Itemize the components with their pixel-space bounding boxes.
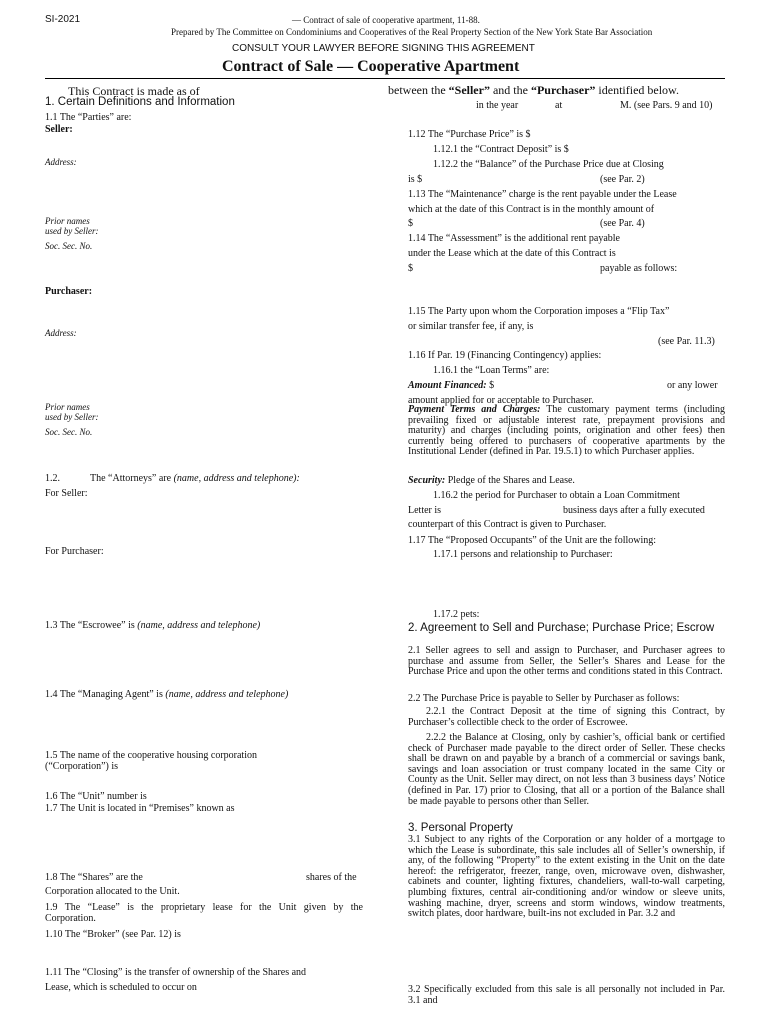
purchase-price-line: 1.12 The “Purchase Price” is $ [408, 129, 531, 140]
loan-terms-line: 1.16.1 the “Loan Terms” are: [433, 365, 550, 376]
para-2-2-2: 2.2.2 the Balance at Closing, only by cashier’s, official bank or certified check of Purchaser made payable to the direct order of Seller. These checks shall be drawn on and payable by a branch of a commercial or savings bank, savings and loan association or trust company located in the same City or County as the Unit. Seller may direct, on not less than 3 business days’ Notice (defined in Par. 17) prior to Closing, that all or a portion of the Balance shall be made payable to persons other than Seller. [408, 732, 725, 807]
maintenance-line-a: 1.13 The “Maintenance” charge is the rent payable under the Lease [408, 189, 677, 200]
at-label: at [555, 100, 563, 111]
flip-tax-line-a: 1.15 The Party upon whom the Corporation imposes a “Flip Tax” [408, 306, 670, 317]
seller-soc-sec: Soc. Sec. No. [45, 241, 93, 251]
unit-number-line: 1.6 The “Unit” number is [45, 791, 147, 802]
assessment-dollar: $ [408, 263, 413, 274]
flip-tax-line-b: or similar transfer fee, if any, is [408, 321, 534, 332]
para-3-1: 3.1 Subject to any rights of the Corporation or any holder of a mortgage to which the Lease is subordinate, this sale includes all of Seller’s ownership, if any, of the following “Property” to the extent existing in the Unit on the date hereof: the refrigerator, freezer, range, oven, microwave oven, dishwasher, cabinets and counter, lighting fixtures, chandeliers, wall-to-wall carpeting, plumbing fixtures, central air-conditioning and/or window or sleeve units, washing machine, dryer, screens and storm windows, window treatments, switch plates, door hardware, built-ins not excluded in Par. 3.2 and [408, 834, 725, 920]
shares-line-b: shares of the [306, 872, 357, 883]
escrowee-line: 1.3 The “Escrowee” is (name, address and telephone) [45, 620, 261, 631]
pets-line: 1.17.2 pets: [433, 609, 480, 620]
intro-left: This Contract is made as of [68, 84, 200, 98]
persons-line: 1.17.1 persons and relationship to Purchaser: [433, 549, 613, 560]
broker-line: 1.10 The “Broker” (see Par. 12) is [45, 929, 181, 940]
section-2-heading: 2. Agreement to Sell and Purchase; Purchase Price; Escrow [408, 622, 715, 634]
para-2-1: 2.1 Seller agrees to sell and assign to Purchaser, and Purchaser agrees to purchase and assume from Seller, the Seller’s Shares and Lease for the Purchase Price and upon the other terms and conditions stated in this Contract. [408, 645, 725, 678]
financing-line: 1.16 If Par. 19 (Financing Contingency) applies: [408, 350, 602, 361]
proposed-occupants-line: 1.17 The “Proposed Occupants” of the Unit are the following: [408, 535, 657, 546]
consult-notice: CONSULT YOUR LAWYER BEFORE SIGNING THIS AGREEMENT [232, 43, 535, 54]
para-3-2: 3.2 Specifically excluded from this sale is all personally not included in Par. 3.1 and [408, 984, 725, 1006]
or-any-lower: or any lower [667, 380, 718, 391]
assessment-line-b: under the Lease which at the date of this Contract is [408, 248, 616, 259]
purchaser-soc-sec: Soc. Sec. No. [45, 427, 93, 437]
seller-label: Seller: [45, 124, 73, 135]
shares-line-c: Corporation allocated to the Unit. [45, 886, 180, 897]
section-3-heading: 3. Personal Property [408, 822, 513, 834]
amount-financed-line: Amount Financed: $ [408, 380, 495, 391]
parties-line: 1.1 The “Parties” are: [45, 112, 132, 123]
business-days: business days after a fully executed [563, 505, 705, 516]
para-2-2-1: 2.2.1 the Contract Deposit at the time of signing this Contract, by Purchaser’s collectible check to the order of Escrowee. [408, 706, 725, 728]
balance-line: 1.12.2 the “Balance” of the Purchase Price due at Closing [433, 159, 664, 170]
see-par-2: (see Par. 2) [600, 174, 645, 185]
purchaser-label: Purchaser: [45, 286, 93, 297]
managing-agent-line: 1.4 The “Managing Agent” is (name, address and telephone) [45, 689, 289, 700]
premises-line: 1.7 The Unit is located in “Premises” known as [45, 803, 235, 814]
maintenance-line-b: which at the date of this Contract is in the monthly amount of [408, 204, 655, 215]
see-par-4: (see Par. 4) [600, 218, 645, 229]
purchaser-address-label: Address: [45, 328, 77, 338]
letter-is: Letter is [408, 505, 442, 516]
intro-right: between the “Seller” and the “Purchaser” identified below. [388, 83, 679, 97]
time-label: M. (see Pars. 9 and 10) [620, 100, 713, 111]
attorney-for-purchaser: For Purchaser: [45, 546, 104, 557]
purchaser-prior-names-2: used by Seller: [45, 412, 99, 422]
payment-terms-paragraph: Payment Terms and Charges: The customary payment terms (including prevailing fixed or adjustable interest rate, prepayment provisions and maturity) and charges (including points, origination and other fees) then currently being offered to purchasers of cooperative apartments by the Institutional Lender (defined in Par. 19.5.1) to which Purchaser applies. [408, 404, 725, 458]
purchaser-prior-names-1: Prior names [45, 402, 90, 412]
attorney-for-seller: For Seller: [45, 488, 88, 499]
security-line: Security: Pledge of the Shares and Lease. [408, 475, 575, 486]
prepared-by: Prepared by The Committee on Condominiums and Cooperatives of the Real Property Section of the New York State Bar Association [171, 27, 653, 37]
contract-deposit-line: 1.12.1 the “Contract Deposit” is $ [433, 144, 569, 155]
closing-line-a: 1.11 The “Closing” is the transfer of ownership of the Shares and [45, 967, 307, 978]
payable-as-follows: payable as follows: [600, 263, 678, 274]
seller-prior-names-2: used by Seller: [45, 226, 99, 236]
loan-commitment-line: 1.16.2 the period for Purchaser to obtain a Loan Commitment [433, 490, 680, 501]
seller-prior-names-1: Prior names [45, 216, 90, 226]
lease-line-a: 1.9 The “Lease” is the proprietary lease for the Unit given by the [45, 902, 363, 913]
attorneys-line: The “Attorneys” are (name, address and telephone): [90, 473, 300, 484]
lease-line-b: Corporation. [45, 913, 96, 924]
corporation-line-1: 1.5 The name of the cooperative housing corporation [45, 750, 257, 761]
attorneys-num: 1.2. [45, 473, 60, 484]
closing-line-b: Lease, which is scheduled to occur on [45, 982, 197, 993]
counterpart-line: counterpart of this Contract is given to Purchaser. [408, 519, 607, 530]
year-label: in the year [476, 100, 519, 111]
page-title: Contract of Sale — Cooperative Apartment [222, 58, 520, 75]
seller-address-label: Address: [45, 157, 77, 167]
balance-is: is $ [408, 174, 423, 185]
form-id: SI-2021 [45, 14, 81, 25]
shares-line-a: 1.8 The “Shares” are the [45, 872, 143, 883]
maintenance-dollar: $ [408, 218, 413, 229]
section-1-heading: 1. Certain Definitions and Information [45, 96, 235, 108]
title-rule [45, 78, 725, 79]
amount-applied: amount applied for or acceptable to Purchaser. [408, 395, 594, 406]
form-note: — Contract of sale of cooperative apartment, 11-88. [292, 15, 480, 25]
assessment-line-a: 1.14 The “Assessment” is the additional rent payable [408, 233, 620, 244]
para-2-2: 2.2 The Purchase Price is payable to Seller by Purchaser as follows: [408, 693, 680, 704]
corporation-line-2: (“Corporation”) is [45, 761, 119, 772]
see-par-11-3: (see Par. 11.3) [658, 336, 715, 347]
